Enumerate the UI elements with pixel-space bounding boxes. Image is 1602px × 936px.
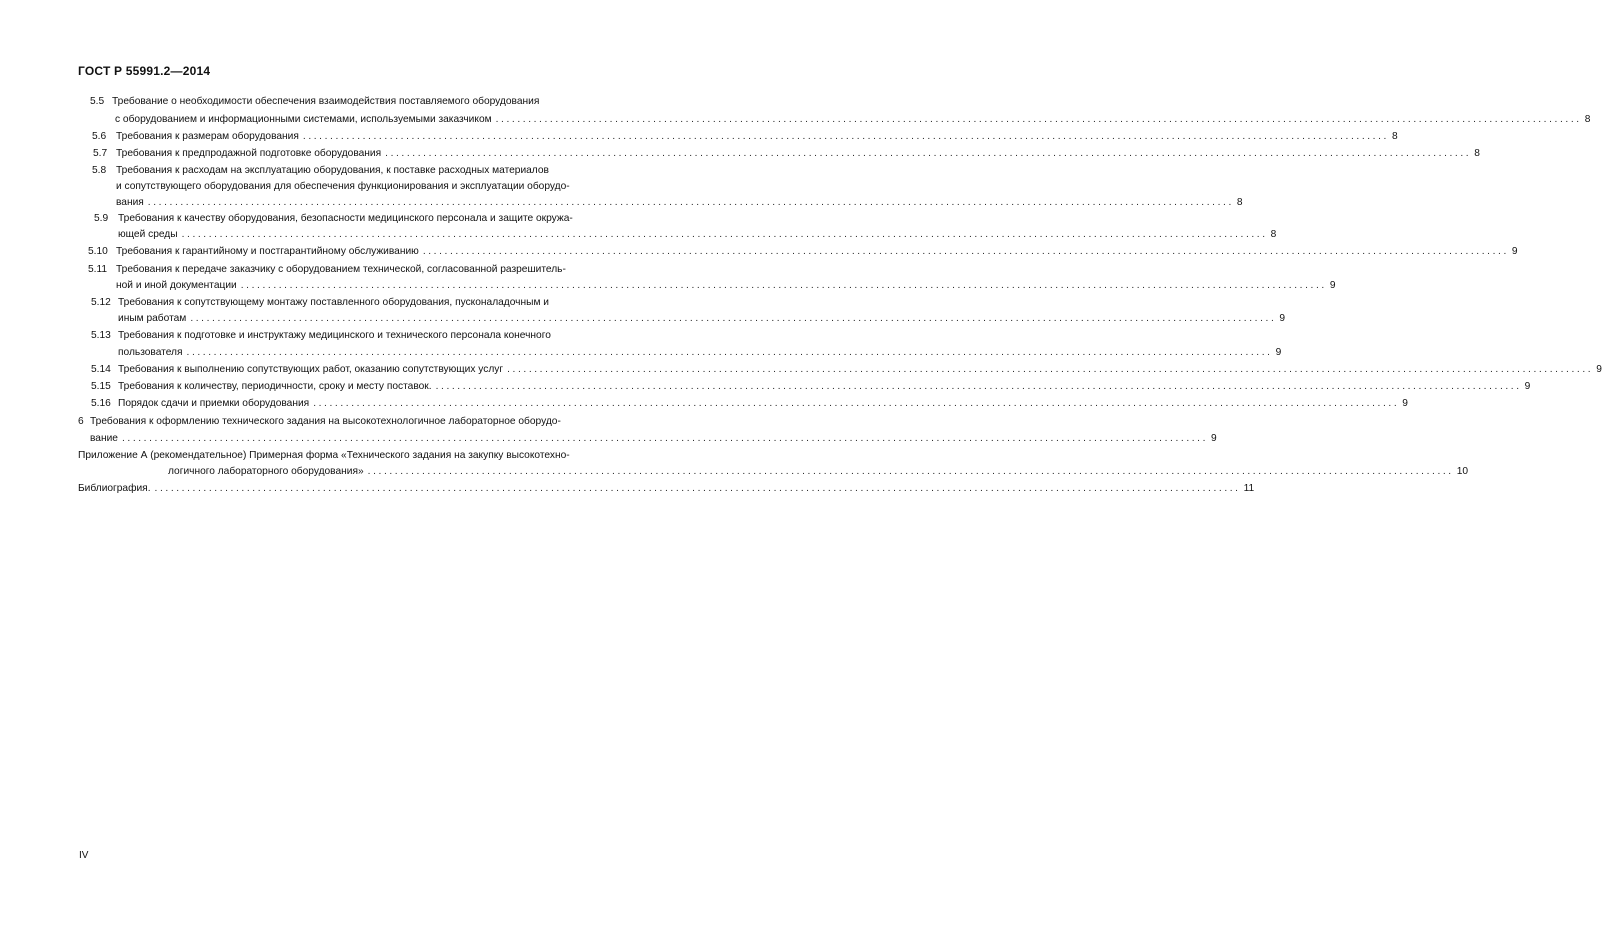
toc-entry-number: 5.11 — [88, 264, 108, 275]
toc-entry — [88, 246, 1518, 258]
toc-entry-title: вания — [116, 197, 144, 208]
toc-page-number: 9 — [1275, 347, 1282, 358]
toc-entry-title: Библиография. — [78, 483, 151, 494]
toc-entry — [91, 381, 1531, 393]
toc-entry-number: 5.7 — [93, 148, 108, 159]
toc-entry-title: Требования к сопутствующему монтажу поставленного оборудования, пусконаладочным и — [118, 297, 549, 308]
toc-entry — [78, 483, 1255, 495]
toc-entry-number: 5.14 — [91, 364, 111, 375]
toc-page-number: 8 — [1236, 197, 1243, 208]
toc-entry-title: пользователя — [118, 347, 183, 358]
toc-page-number: 9 — [1329, 280, 1336, 291]
toc-dot-leader: ........................................................................................................................................................................................................ — [147, 197, 1234, 208]
toc-page-number: 8 — [1584, 114, 1591, 125]
toc-entry-title: Требования к гарантийному и постгарантийному обслуживанию — [116, 246, 419, 257]
toc-entry-title: Требования к оформлению технического задания на высокотехнологичное лабораторное оборудо- — [90, 416, 561, 427]
toc-dot-leader: ........................................................................................................................................................................................................ — [313, 398, 1400, 409]
toc-dot-leader: ........................................................................................................................................................................................................ — [121, 433, 1209, 444]
toc-dot-leader: ........................................................................................................................................................................................................ — [385, 148, 1472, 159]
toc-page-number: 9 — [1596, 364, 1602, 375]
toc-entry-number: 5.6 — [92, 131, 107, 142]
toc-entry-continuation — [115, 114, 1591, 126]
toc-entry-continuation — [116, 280, 1336, 292]
page-number: IV — [79, 850, 89, 861]
toc-entry-continuation — [116, 197, 1243, 209]
toc-dot-leader: ........................................................................................................................................................................................................ — [186, 347, 1273, 358]
toc-dot-leader: ........................................................................................................................................................................................................ — [435, 381, 1522, 392]
toc-page-number: 10 — [1456, 466, 1469, 477]
toc-entry-continuation — [118, 313, 1286, 325]
toc-entry-number: 5.8 — [92, 165, 107, 176]
toc-entry-title: Требования к размерам оборудования — [116, 131, 299, 142]
toc-entry-title: Требования к передаче заказчику с оборудованием технической, согласованной разрешитель- — [116, 264, 566, 275]
toc-entry-title: Требования к предпродажной подготовке оборудования — [116, 148, 382, 159]
toc-entry — [90, 96, 614, 108]
toc-entry-title: Требования к расходам на эксплуатацию оборудования, к поставке расходных материалов — [116, 165, 549, 176]
toc-entry-title: и сопутствующего оборудования для обеспечения функционирования и эксплуатации оборудо- — [116, 181, 570, 192]
toc-page-number: 9 — [1524, 381, 1531, 392]
toc-entry — [91, 297, 614, 309]
toc-entry-number: 6 — [78, 416, 84, 427]
toc-entry — [92, 165, 614, 177]
toc-entry-title: Требования к качеству оборудования, безопасности медицинского персонала и защите окружа- — [118, 213, 573, 224]
document-header: ГОСТ Р 55991.2—2014 — [78, 64, 211, 78]
toc-entry-title: ной и иной документации — [116, 280, 237, 291]
toc-dot-leader: ........................................................................................................................................................................................................ — [240, 280, 1327, 291]
toc-dot-leader: ........................................................................................................................................................................................................ — [190, 313, 1277, 324]
toc-entry-title: ющей среды — [118, 229, 178, 240]
toc-entry-title: Требования к подготовке и инструктажу медицинского и технического персонала конечного — [118, 330, 551, 341]
toc-dot-leader: ........................................................................................................................................................................................................ — [507, 364, 1594, 375]
toc-entry-continuation — [118, 229, 1277, 241]
toc-entry-continuation — [168, 466, 1469, 478]
toc-dot-leader: ........................................................................................................................................................................................................ — [367, 466, 1454, 477]
toc-dot-leader: ........................................................................................................................................................................................................ — [181, 229, 1268, 240]
toc-entry-title: с оборудованием и информационными системами, используемыми заказчиком — [115, 114, 492, 125]
toc-page-number: 9 — [1279, 313, 1286, 324]
toc-page-number: 11 — [1243, 483, 1255, 494]
toc-entry — [88, 264, 614, 276]
toc-page-number: 8 — [1474, 148, 1480, 159]
toc-entry-continuation — [90, 433, 1217, 445]
toc-entry — [78, 416, 614, 428]
toc-entry-title: Порядок сдачи и приемки оборудования — [118, 398, 310, 409]
toc-entry-title: логичного лабораторного оборудования» — [168, 466, 364, 477]
toc-entry — [94, 213, 614, 225]
toc-entry-title: Приложение А (рекомендательное) Примерная форма «Технического задания на закупку высокотехно- — [78, 450, 570, 461]
toc-entry-number: 5.5 — [90, 96, 105, 107]
toc-entry — [91, 364, 1602, 376]
toc-dot-leader: ........................................................................................................................................................................................................ — [495, 114, 1582, 125]
toc-dot-leader: ........................................................................................................................................................................................................ — [422, 246, 1509, 257]
toc-entry — [93, 148, 1480, 160]
toc-entry — [92, 131, 1398, 143]
toc-entry-title: Требования к выполнению сопутствующих работ, оказанию сопутствующих услуг — [118, 364, 504, 375]
toc-page-number: 8 — [1391, 131, 1398, 142]
toc-entry-number: 5.10 — [88, 246, 108, 257]
toc-entry-title: Требование о необходимости обеспечения взаимодействия поставляемого оборудования — [112, 96, 540, 107]
toc-entry-number: 5.12 — [91, 297, 111, 308]
toc-entry-title: иным работам — [118, 313, 187, 324]
toc-page-number: 9 — [1402, 398, 1408, 409]
toc-dot-leader: ........................................................................................................................................................................................................ — [154, 483, 1241, 494]
toc-entry-continuation — [116, 181, 614, 193]
toc-page-number: 8 — [1270, 229, 1277, 240]
toc-entry-number: 5.9 — [94, 213, 109, 224]
toc-entry-title: Требования к количеству, периодичности, сроку и месту поставок. — [118, 381, 432, 392]
toc-entry-continuation — [118, 347, 1282, 359]
toc-entry — [91, 330, 614, 342]
toc-dot-leader: ........................................................................................................................................................................................................ — [302, 131, 1389, 142]
toc-entry-number: 5.15 — [91, 381, 111, 392]
toc-entry-number: 5.13 — [91, 330, 111, 341]
toc-entry-number: 5.16 — [91, 398, 111, 409]
toc-page-number: 9 — [1511, 246, 1518, 257]
toc-entry-title: вание — [90, 433, 118, 444]
toc-entry — [78, 450, 614, 462]
toc-entry — [91, 398, 1408, 410]
toc-page-number: 9 — [1211, 433, 1217, 444]
